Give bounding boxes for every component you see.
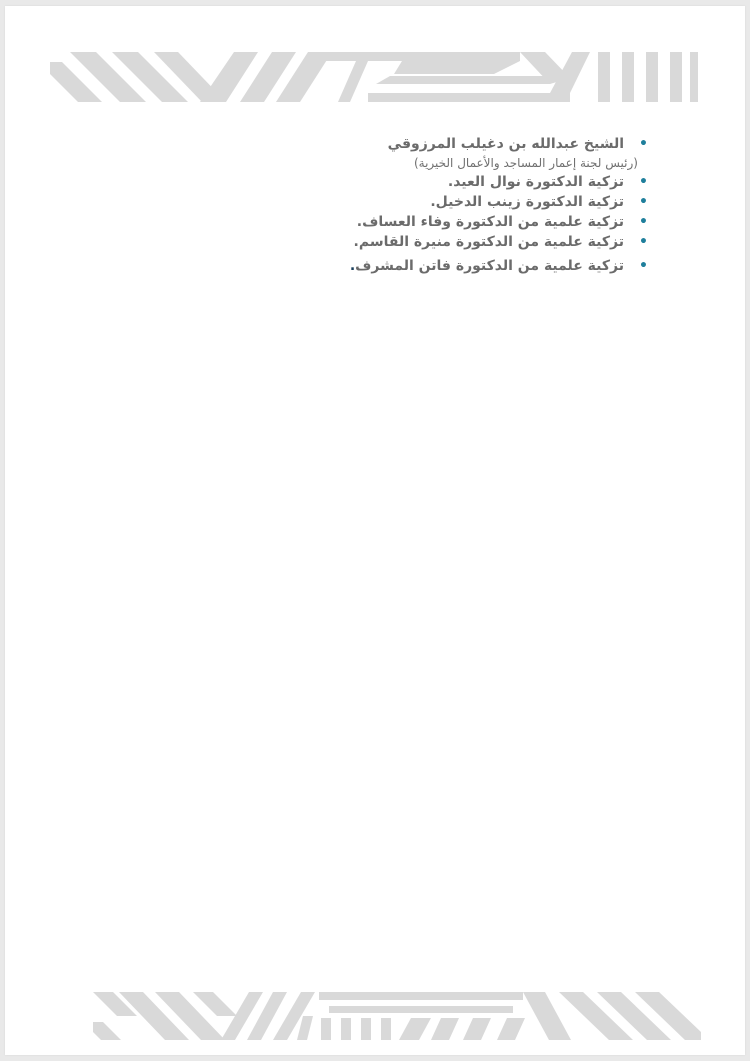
list-item-text: الشيخ عبدالله بن دغيلب المرزوقي [387,136,624,152]
bullet-icon: • [639,194,648,210]
list-item [252,232,652,252]
list-item-subtitle: (رئيس لجنة إعمار المساجد والأعمال الخيرية) [413,156,638,170]
header-decorative-pattern [50,52,698,102]
list-item [252,172,652,192]
list-item [252,212,652,232]
list-item-text: تزكية علمية من الدكتورة فاتن المشرف [355,258,624,274]
bullet-icon: • [639,234,648,250]
list-content [252,134,652,276]
list-item [252,134,652,154]
list-item [252,192,652,212]
list-item-text: تزكية الدكتورة نوال العيد. [447,174,624,190]
list-item-text: تزكية علمية من الدكتورة وفاء العساف. [356,214,624,230]
footer-decorative-pattern [93,992,701,1040]
list-item-period: . [349,258,356,274]
bullet-icon: • [639,174,648,190]
bullet-icon: • [639,214,648,230]
bullet-icon: • [639,258,648,274]
list-item [252,256,652,276]
document-page [5,6,745,1055]
bullet-icon: • [639,136,648,152]
list-item-text: تزكية الدكتورة زينب الدخيل. [430,194,624,210]
list-item-text: تزكية علمية من الدكتورة منيرة القاسم. [353,234,624,250]
